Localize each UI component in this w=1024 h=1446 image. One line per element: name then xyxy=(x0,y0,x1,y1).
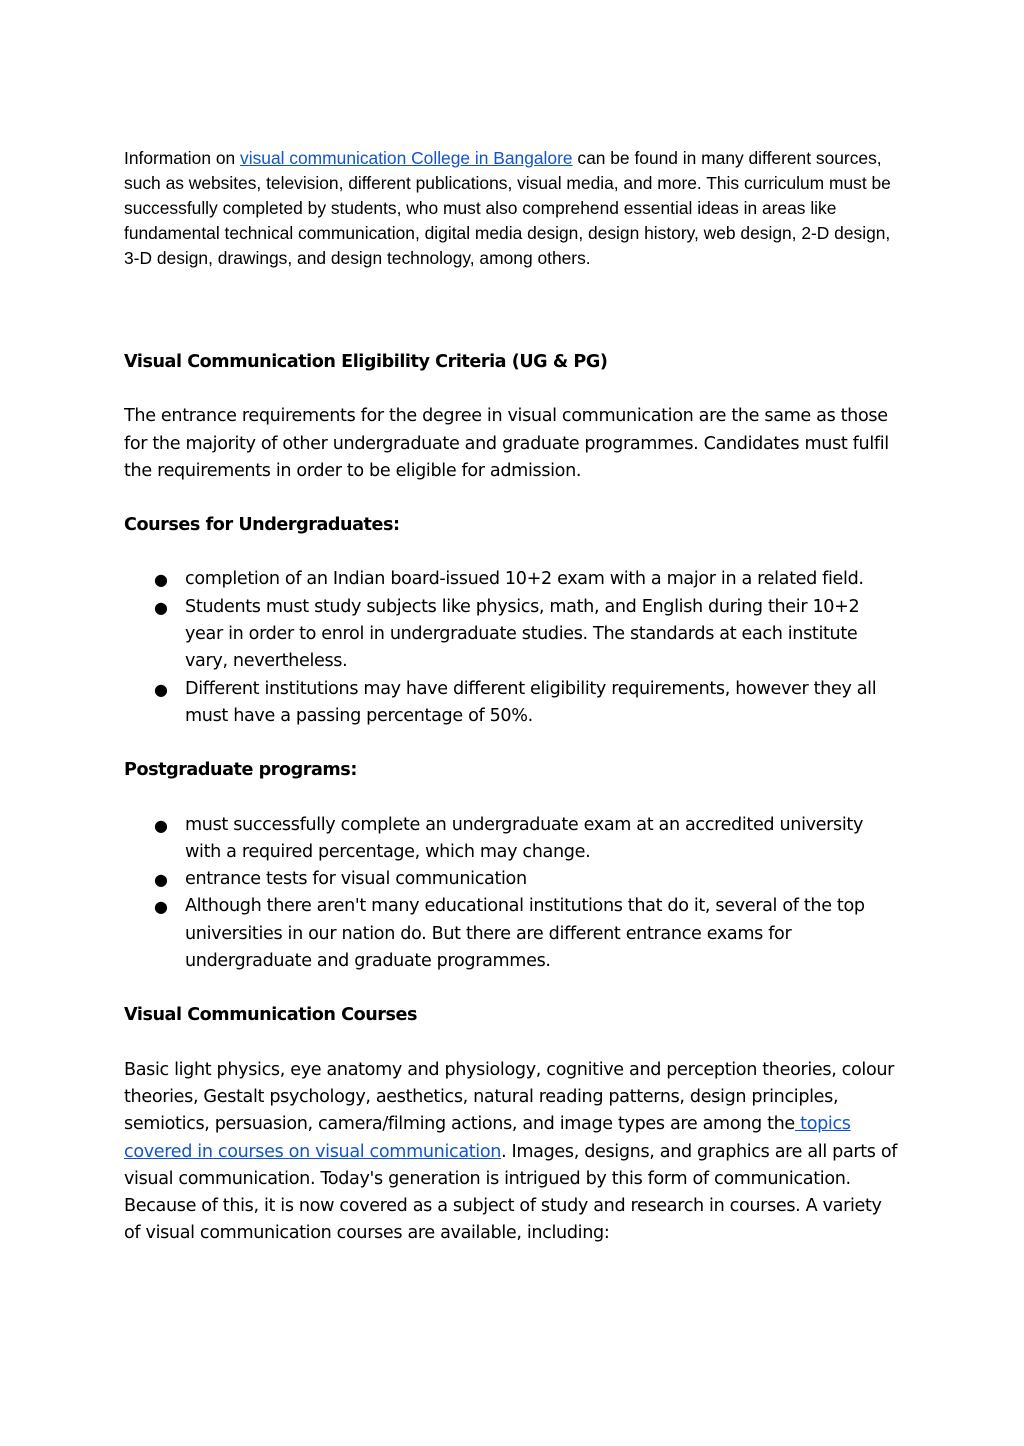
list-item-text: completion of an Indian board-issued 10+2 exam with a major in a related field. xyxy=(185,569,864,590)
bullet-icon: ● xyxy=(154,815,168,835)
list-item-text: entrance tests for visual communication xyxy=(185,869,527,890)
topics-covered-link[interactable]: topics covered in courses on visual communication xyxy=(124,1114,851,1162)
visual-communication-college-link[interactable]: visual communication College in Bangalore xyxy=(240,148,573,168)
bullet-icon: ● xyxy=(154,897,168,917)
list-item xyxy=(124,866,900,893)
bullet-icon: ● xyxy=(154,679,168,699)
intro-paragraph xyxy=(124,146,900,271)
courses-heading: Visual Communication Courses xyxy=(124,1005,418,1026)
list-item xyxy=(124,812,900,867)
postgraduate-heading: Postgraduate programs: xyxy=(124,760,357,781)
bullet-icon: ● xyxy=(154,870,168,890)
courses-text-before: Basic light physics, eye anatomy and physiology, cognitive and perception theories, colour theories, Gestalt psychology, aesthetics, natural reading patterns, design principles, semiotics, persuasion, camera/filming actions, and image types are among the xyxy=(124,1059,895,1135)
courses-paragraph xyxy=(124,1057,900,1248)
list-item xyxy=(124,594,900,676)
list-item-text: Although there aren't many educational institutions that do it, several of the top universities in our nation do. But there are different entrance exams for undergraduate and graduate programmes. xyxy=(185,896,865,972)
postgraduate-list xyxy=(124,812,900,976)
document-content xyxy=(124,146,900,1248)
undergraduate-heading: Courses for Undergraduates: xyxy=(124,515,400,536)
list-item-text: Different institutions may have different eligibility requirements, however they all must have a passing percentage of 50%. xyxy=(185,678,877,726)
intro-text-after: can be found in many different sources, such as websites, television, different publications, visual media, and more. This curriculum must be successfully completed by students, who must also comprehend essential ideas in areas like fundamental technical communication, digital media design, design history, web design, 2-D design, 3-D design, drawings, and design technology, among others. xyxy=(124,148,891,268)
list-item xyxy=(124,566,900,593)
list-item-text: Students must study subjects like physics, math, and English during their 10+2 year in order to enrol in undergraduate studies. The standards at each institute vary, nevertheless. xyxy=(185,596,860,672)
list-item xyxy=(124,893,900,975)
intro-text-before: Information on xyxy=(124,148,241,168)
undergraduate-list xyxy=(124,566,900,730)
bullet-icon: ● xyxy=(154,570,168,590)
list-item xyxy=(124,676,900,731)
eligibility-paragraph: The entrance requirements for the degree in visual communication are the same as those for the majority of other undergraduate and graduate programmes. Candidates must fulfil the requirements in order to be eligible for admission. xyxy=(124,406,889,481)
list-item-text: must successfully complete an undergraduate exam at an accredited university with a required percentage, which may change. xyxy=(185,814,864,862)
eligibility-heading: Visual Communication Eligibility Criteria (UG & PG) xyxy=(124,352,608,372)
courses-text-after: . Images, designs, and graphics are all parts of visual communication. Today's generation is intrigued by this form of communication. Because of this, it is now covered as a subject of study and research in courses. A variety of visual communication courses are available, including: xyxy=(124,1141,898,1244)
bullet-icon: ● xyxy=(154,597,168,617)
